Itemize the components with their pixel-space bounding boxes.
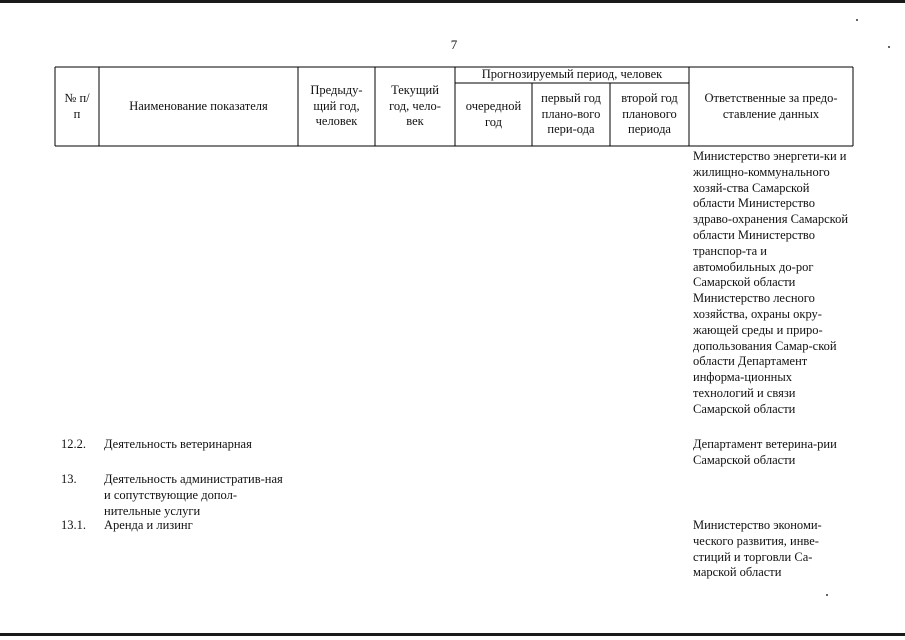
header-forecast-group [455, 67, 689, 83]
scan-speck [888, 46, 890, 48]
row-name: Деятельность административ-ная и сопутствующие допол-нительные услуги [104, 472, 283, 518]
header-next-year-label: очередной год [465, 98, 522, 129]
scan-speck [826, 594, 828, 596]
row-num: 12.2. [61, 437, 86, 451]
row-responsible: Министерство экономи-ческого развития, инве-стиций и торговли Са-марской области [693, 518, 822, 580]
header-plan-year-1-label: первый год плано-вого пери-ода [541, 90, 601, 137]
row-responsible: Департамент ветерина-рии Самарской области [693, 437, 837, 467]
header-num [55, 67, 99, 146]
header-responsible-label: Ответственные за предо-ставление данных [704, 90, 838, 121]
header-current-year [375, 67, 455, 146]
header-plan-year-2 [610, 83, 689, 146]
row-num: 13. [61, 472, 77, 486]
header-forecast-group-label: Прогнозируемый период, человек [481, 67, 663, 82]
header-previous-year [298, 67, 375, 146]
header-name-label: Наименование показателя [129, 98, 268, 113]
header-plan-year-2-label: второй год планового периода [621, 90, 678, 137]
row-num: 13.1. [61, 518, 86, 532]
header-next-year [455, 83, 532, 146]
header-num-label: № п/п [64, 90, 90, 121]
scan-edge-top [0, 0, 905, 3]
header-responsible [689, 67, 853, 146]
row-name: Деятельность ветеринарная [104, 437, 252, 451]
row-name: Аренда и лизинг [104, 518, 193, 532]
header-previous-year-label: Предыду-щий год, человек [310, 82, 363, 129]
header-name [99, 67, 298, 146]
scan-edge-bottom [0, 633, 905, 636]
header-plan-year-1 [532, 83, 610, 146]
page-number: 7 [450, 37, 458, 52]
scan-speck [856, 19, 858, 21]
continued-responsible: Министерство энергети-ки и жилищно-коммунального хозяй-ства Самарской области Министерство здраво-охранения Самарской области Министерство транспор-та и автомобильных до-рог Самарской области Министерство лесного хозяйства, охраны окру-жающей среды и приро-допользования Самар-ской области Департамент информа-ционных технологий и связи Самарской области [693, 149, 849, 416]
header-current-year-label: Текущий год, чело-век [389, 82, 441, 129]
